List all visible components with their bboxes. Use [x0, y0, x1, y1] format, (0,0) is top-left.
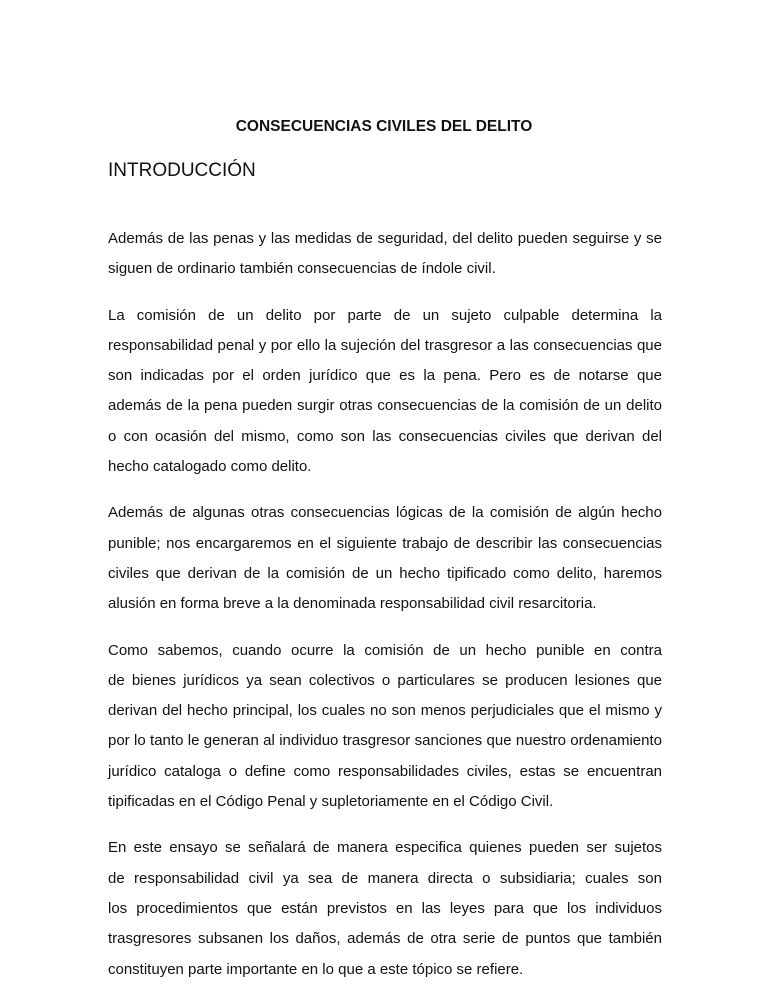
- text-line: de bienes jurídicos ya sean colectivos o particulares se producen lesiones que: [108, 671, 662, 689]
- text-line: constituyen parte importante en lo que a este tópico se refiere.: [108, 960, 524, 978]
- paragraph: [108, 641, 662, 823]
- text-line: siguen de ordinario también consecuencias de índole civil.: [108, 260, 496, 278]
- document-title: CONSECUENCIAS CIVILES DEL DELITO: [235, 118, 533, 135]
- text-line: jurídico cataloga o define como responsabilidades civiles, estas se encuentran: [108, 762, 662, 780]
- text-line: o con ocasión del mismo, como son las consecuencias civiles que derivan del: [108, 427, 662, 445]
- paragraph: [108, 838, 662, 989]
- text-line: de responsabilidad civil ya sea de manera directa o subsidiaria; cuales son: [108, 869, 662, 887]
- text-line: En este ensayo se señalará de manera especifica quienes pueden ser sujetos: [108, 839, 662, 857]
- paragraph: [108, 306, 662, 488]
- text-line: hecho catalogado como delito.: [108, 458, 312, 476]
- text-line: civiles que derivan de la comisión de un hecho tipificado como delito, haremos: [108, 564, 662, 582]
- text-line: los procedimientos que están previstos en las leyes para que los individuos: [108, 899, 662, 917]
- text-line: derivan del hecho principal, los cuales no son menos perjudiciales que el mismo y: [108, 702, 662, 720]
- text-line: Como sabemos, cuando ocurre la comisión de un hecho punible en contra: [108, 641, 662, 659]
- text-line: son indicadas por el orden jurídico que es la pena. Pero es de notarse que: [108, 367, 662, 385]
- text-line: La comisión de un delito por parte de un sujeto culpable determina la: [108, 306, 662, 324]
- section-heading: INTRODUCCIÓN: [108, 160, 256, 181]
- text-line: alusión en forma breve a la denominada responsabilidad civil resarcitoria.: [108, 595, 597, 613]
- document-body: [108, 229, 662, 1006]
- text-line: además de la pena pueden surgir otras consecuencias de la comisión de un delito: [108, 397, 662, 415]
- text-line: tipificadas en el Código Penal y supletoriamente en el Código Civil.: [108, 793, 554, 811]
- text-line: Además de algunas otras consecuencias lógicas de la comisión de algún hecho: [108, 504, 662, 522]
- text-line: punible; nos encargaremos en el siguiente trabajo de describir las consecuencias: [108, 534, 662, 552]
- paragraph: [108, 229, 662, 290]
- text-line: por lo tanto le generan al individuo trasgresor sanciones que nuestro ordenamiento: [108, 732, 662, 750]
- text-line: Además de las penas y las medidas de seguridad, del delito pueden seguirse y se: [108, 230, 662, 247]
- text-line: responsabilidad penal y por ello la sujeción del trasgresor a las consecuencias que: [108, 336, 662, 354]
- paragraph: [108, 503, 662, 624]
- text-line: trasgresores subsanen los daños, además de otra serie de puntos que también: [108, 930, 662, 948]
